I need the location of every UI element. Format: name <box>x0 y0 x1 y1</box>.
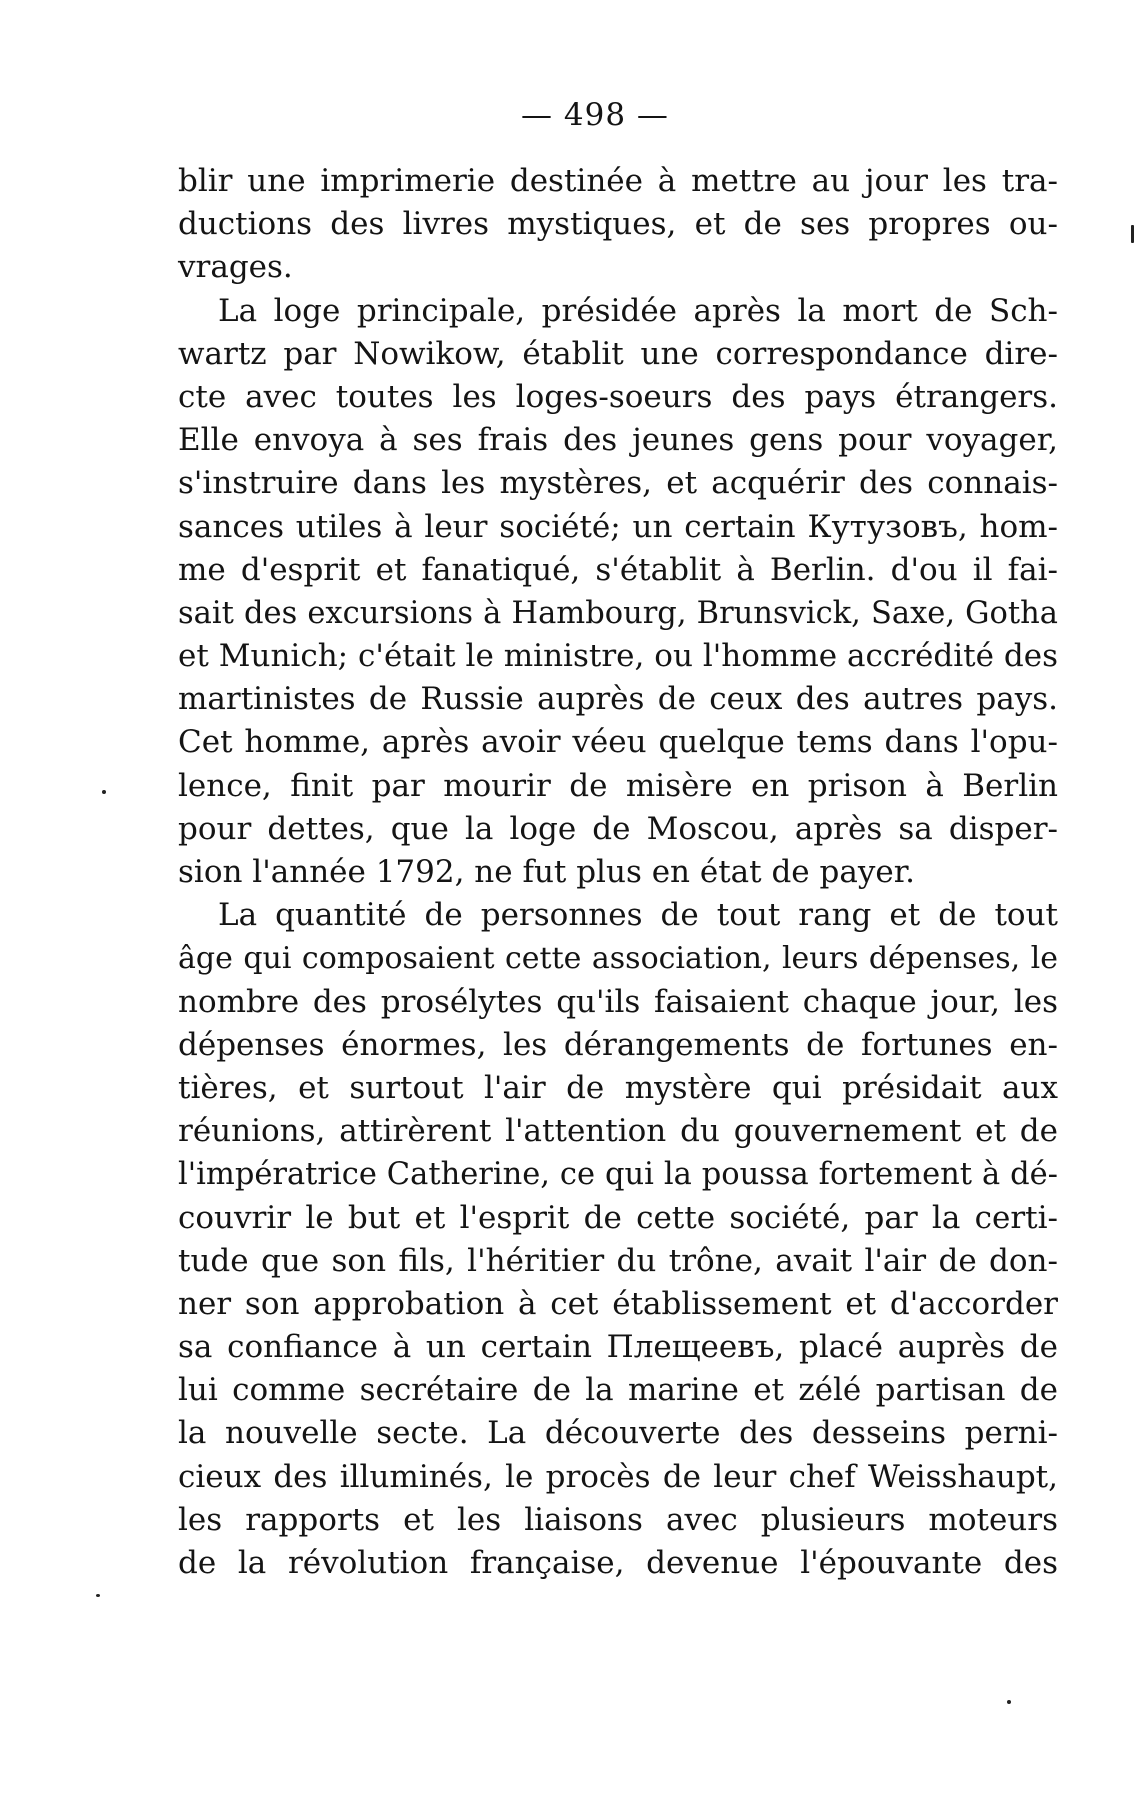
text-line: nombre des prosélytes qu'ils faisaient chaque jour, les <box>178 983 1058 1020</box>
paragraph <box>178 160 1058 290</box>
text-line: lence, finit par mourir de misère en prison à Berlin <box>178 767 1058 804</box>
page-number: — 498 — <box>521 97 669 133</box>
text-line: Elle envoya à ses frais des jeunes gens pour voyager, <box>178 422 1058 459</box>
body-text <box>178 160 1058 1585</box>
text-line: wartz par Nowikow, établit une correspondance dire- <box>178 335 1058 372</box>
text-line: blir une imprimerie destinée à mettre au jour les tra- <box>178 163 1058 199</box>
text-line: sa confiance à un certain Плещеевъ, placé auprès de <box>178 1329 1058 1366</box>
text-line: tude que son fils, l'héritier du trône, avait l'air de don- <box>178 1242 1058 1279</box>
text-line: ner son approbation à cet établissement et d'accorder <box>178 1285 1058 1322</box>
text-line: couvrir le but et l'esprit de cette société, par la certi- <box>178 1199 1058 1236</box>
text-line: sait des excursions à Hambourg, Brunsvick, Saxe, Gotha <box>178 595 1058 631</box>
text-line: Cet homme, après avoir véeu quelque tems dans l'opu- <box>178 724 1058 761</box>
text-line: cte avec toutes les loges-soeurs des pays étrangers. <box>178 378 1058 415</box>
scan-speck <box>102 790 106 794</box>
paragraph <box>178 290 1058 895</box>
text-line: et Munich; c'était le ministre, ou l'homme accrédité des <box>178 638 1058 675</box>
scan-speck <box>1131 225 1134 243</box>
paragraph <box>178 894 1058 1585</box>
text-line: cieux des illuminés, le procès de leur chef Weisshaupt, <box>178 1458 1058 1495</box>
text-line: la nouvelle secte. La découverte des desseins perni- <box>178 1415 1058 1452</box>
text-line: sances utiles à leur société; un certain Кутузовъ, hom- <box>178 508 1058 545</box>
text-line: âge qui composaient cette association, leurs dépenses, le <box>178 941 1058 977</box>
text-line: l'impératrice Catherine, ce qui la poussa fortement à dé- <box>178 1157 1058 1193</box>
text-line: de la révolution française, devenue l'épouvante des <box>178 1545 1058 1581</box>
text-line: La quantité de personnes de tout rang et de tout <box>218 897 1058 934</box>
scan-speck <box>96 1594 100 1597</box>
text-line: martinistes de Russie auprès de ceux des autres pays. <box>178 681 1058 718</box>
text-line: vrages. <box>178 249 293 286</box>
text-line: sion l'année 1792, ne fut plus en état de payer. <box>178 854 915 890</box>
text-line: tières, et surtout l'air de mystère qui présidait aux <box>178 1069 1058 1106</box>
scan-speck <box>1007 1700 1011 1704</box>
text-line: pour dettes, que la loge de Moscou, après sa disper- <box>178 810 1058 847</box>
text-line: me d'esprit et fanatiqué, s'établit à Berlin. d'ou il fai- <box>178 551 1058 588</box>
text-line: La loge principale, présidée après la mort de Sch- <box>218 292 1058 329</box>
text-line: lui comme secrétaire de la marine et zélé partisan de <box>178 1372 1058 1409</box>
text-line: les rapports et les liaisons avec plusieurs moteurs <box>178 1501 1058 1538</box>
text-line: dépenses énormes, les dérangements de fortunes en- <box>178 1026 1058 1063</box>
text-line: ductions des livres mystiques, et de ses propres ou- <box>178 206 1058 243</box>
text-line: réunions, attirèrent l'attention du gouvernement et de <box>178 1113 1058 1150</box>
text-line: s'instruire dans les mystères, et acquérir des connais- <box>178 465 1058 502</box>
